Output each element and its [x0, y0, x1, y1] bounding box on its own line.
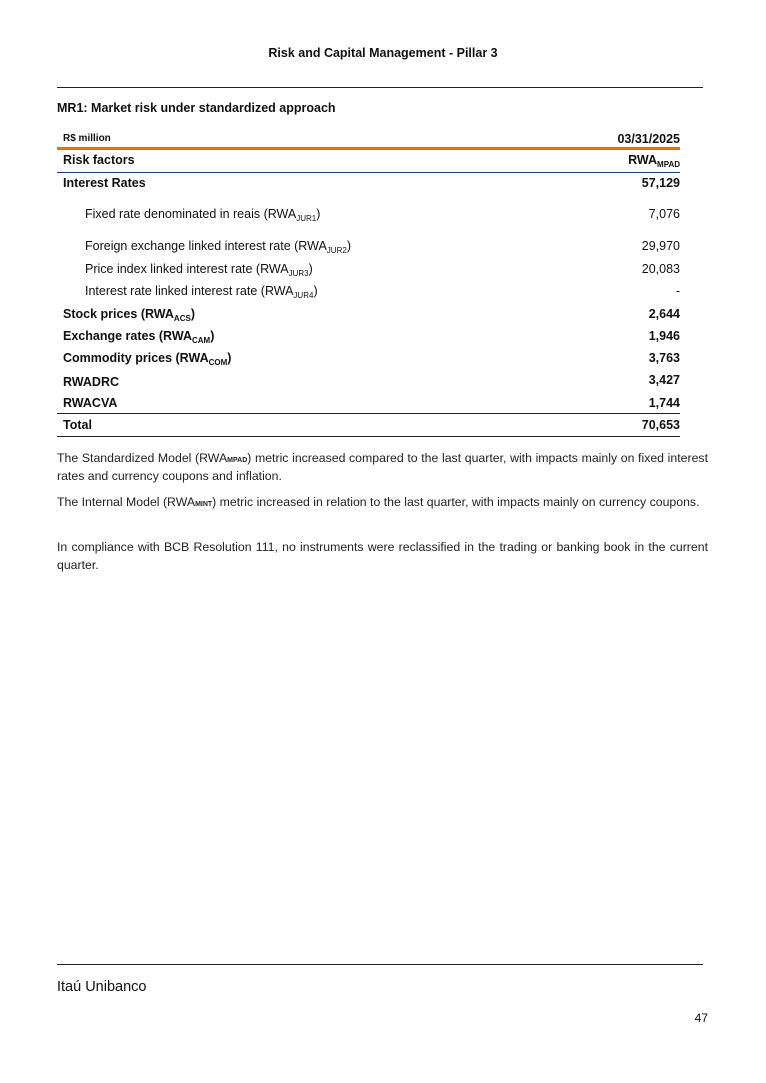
- row-label-exchange-rates: Exchange rates $(RWA_{CAM})$: [63, 329, 215, 345]
- row-value-exchange-rates: 1,946: [648, 329, 680, 343]
- footer-company: Itaú Unibanco: [57, 979, 147, 995]
- blue-divider: [57, 172, 680, 173]
- total-top-rule: [57, 413, 680, 414]
- table-date: 03/31/2025: [617, 132, 680, 146]
- row-label-commodity-prices: Commodity prices $(RWA_{COM})$: [63, 351, 232, 367]
- row-label-interest-rates: Interest Rates: [63, 176, 146, 190]
- row-value-rwacva: 1,744: [648, 396, 680, 410]
- row-label-jur4: Interest rate linked interest rate $(RWA_{JUR4})$: [85, 284, 318, 300]
- header-divider: [57, 87, 703, 88]
- total-bottom-rule: [57, 436, 680, 437]
- page-header-title: Risk and Capital Management - Pillar 3: [268, 46, 498, 60]
- row-value-total: 70,653: [641, 418, 680, 432]
- row-label-jur2: Foreign exchange linked interest rate $(RWA_{JUR2})$: [85, 239, 351, 255]
- row-label-total: Total: [63, 418, 92, 432]
- row-label-stock-prices: Stock prices $(RWA_{ACS})$: [63, 307, 195, 323]
- row-label-jur1: Fixed rate denominated in reais $(RWA_{JUR1})$: [85, 207, 321, 223]
- row-value-rwadrc: 3,427: [648, 373, 680, 387]
- row-label-jur3: Price index linked interest rate $(RWA_{JUR3})$: [85, 262, 313, 278]
- page-number: 47: [694, 1011, 708, 1025]
- orange-divider: [57, 147, 680, 150]
- paragraph-internal-model: The Internal Model (RWAMINT) metric increased in relation to the last quarter, with impacts mainly on currency coupons.: [57, 495, 700, 509]
- row-value-jur3: 20,083: [641, 262, 680, 276]
- footer-divider: [57, 964, 703, 965]
- row-value-jur4: -: [675, 284, 680, 298]
- row-label-rwacva: RWACVA: [63, 396, 118, 410]
- row-value-interest-rates: 57,129: [641, 176, 680, 190]
- row-label-rwadrc: RWADRC: [63, 375, 120, 389]
- section-title: MR1: Market risk under standardized approach: [57, 101, 336, 115]
- column-header-risk-factors: Risk factors: [63, 153, 135, 167]
- paragraph-bcb-resolution: In compliance with BCB Resolution 111, no instruments were reclassified in the trading or banking book in the current quarter.: [57, 540, 708, 572]
- row-value-jur2: 29,970: [641, 239, 680, 253]
- row-value-jur1: 7,076: [648, 207, 680, 221]
- row-value-commodity-prices: 3,763: [648, 351, 680, 365]
- paragraph-standardized-model: The Standardized Model (RWAMPAD) metric increased compared to the last quarter, with impacts mainly on fixed interest rates and currency coupons and inflation.: [57, 451, 708, 483]
- table-units: R$ million: [63, 133, 111, 144]
- column-header-rwa-mpad: $RWA_{MPAD}$: [628, 153, 680, 169]
- row-value-stock-prices: 2,644: [648, 307, 680, 321]
